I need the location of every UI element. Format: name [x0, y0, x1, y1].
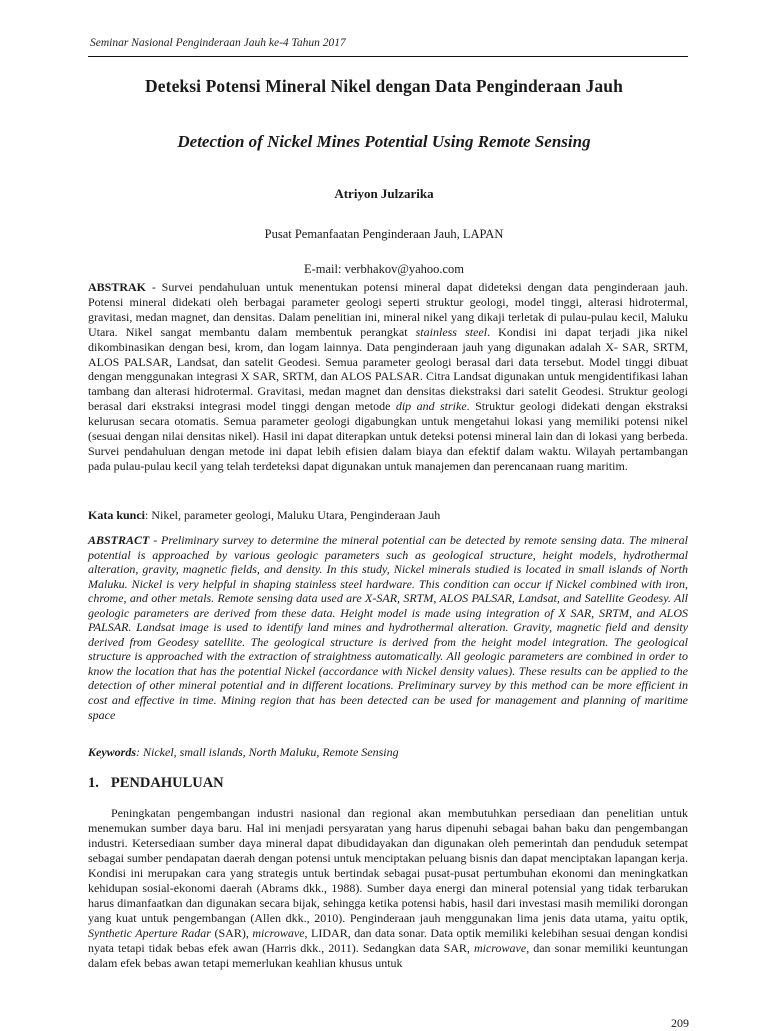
body-term-sar: Synthetic Aperture Radar	[88, 925, 211, 940]
author-name: Atriyon Julzarika	[334, 186, 434, 201]
header-rule	[88, 56, 688, 57]
abstrak-paragraph	[88, 280, 688, 474]
abstrak-label: ABSTRAK	[88, 280, 147, 294]
author-affiliation: Pusat Pemanfaatan Penginderaan Jauh, LAPAN	[264, 227, 504, 241]
abstrak-text: - Survei pendahuluan untuk menentukan potensi mineral dapat dideteksi dengan data penginderaan jauh. Potensi mineral didekati oleh berbagai parameter geologi seperti struktur geologi, model tinggi, alterasi hidrotermal, gravitasi, medan magnet, dan densitas. Dalam penelitian ini, mineral nikel yang dikaji terletak di pulau-pulau kecil, Maluku Utara. Nikel sangat membantu dalam membentuk perangkat	[88, 280, 688, 339]
section-number: 1.	[88, 775, 99, 791]
body-text-3: , LIDAR, dan data sonar. Data optik memiliki kelebihan sesuai dengan kondisi nyata tetapi tidak bebas efek awan (Harris dkk., 2011). Sedangkan data SAR,	[88, 925, 688, 955]
title-indonesian: Deteksi Potensi Mineral Nikel dengan Data Penginderaan Jauh	[145, 76, 623, 96]
abstrak-text-3: . Struktur geologi didekati dengan ekstraksi kelurusan secara otomatis. Semua parameter geologi digabungkan untuk mengetahui lokasi yang memiliki potensi nikel (sesuai dengan nilai densitas nikel). Hasil ini dapat diterapkan untuk deteksi potensi mineral lain dan di lokasi yang berbeda. Survei pendahuluan dengan metode ini dapat lebih efisien dalam biaya dan efektif dalam waktu. Wilayah pertambangan pada pulau-pulau kecil yang telah terdeteksi dapat digunakan untuk manajemen dan perencanaan ruang maritim.	[88, 399, 688, 473]
body-text-1: Peningkatan pengembangan industri nasional dan regional akan membutuhkan persediaan dan penelitian untuk menemukan sumber daya baru. Hal ini menjadi persyaratan yang harus dipenuhi sebagai bahan baku dan pengembangan industri. Ketersediaan sumber daya mineral dapat dibudidayakan dan digunakan oleh pemerintah dan penduduk setempat sebagai sumber pendapatan daerah dengan potensi untuk menciptakan peluang bisnis dan dapat menciptakan lapangan kerja. Kondisi ini merupakan cara yang strategis untuk bertindak sebagai pusat-pusat pertumbuhan ekonomi dan meningkatkan kehidupan sosial-ekonomi daerah (Abrams dkk., 1988). Sumber daya energi dan mineral potensial yang tidak terbarukan harus dimanfaatkan dan digunakan secara bijak, sehingga ketika potensi habis, hasil dari investasi masih memiliki dorongan yang kuat untuk pengembangan (Allen dkk., 2010). Penginderaan jauh menggunakan lima jenis data utama, yaitu optik,	[88, 806, 688, 925]
section-heading	[88, 775, 224, 792]
keywords-paragraph	[88, 745, 688, 760]
keywords-text: : Nickel, small islands, North Maluku, Remote Sensing	[136, 745, 399, 759]
abstrak-term-dip-strike: dip and strike	[395, 399, 467, 414]
abstrak-term-stainless: stainless steel	[415, 324, 488, 339]
title-english: Detection of Nickel Mines Potential Using Remote Sensing	[177, 132, 591, 151]
body-text-4: , dan sonar memiliki keuntungan dalam efek bebas awan tetapi memerlukan keahlian khusus untuk	[88, 940, 688, 970]
kata-kunci-paragraph	[88, 508, 688, 523]
section-body-paragraph	[88, 806, 688, 970]
body-term-microwave: microwave	[252, 925, 305, 940]
abstract-text: - Preliminary survey to determine the mineral potential can be detected by remote sensing data. The mineral potential is approached by various geologic parameters such as geological structure, height models, hydrothermal alteration, gravity, magnetic fields, and density. In this study, Nickel minerals studied is located in small islands of North Maluku. Nickel is very helpful in shaping stainless steel hardware. This condition can occur if Nickel combined with iron, chrome, and other metals. Remote sensing data used are X-SAR, SRTM, ALOS PALSAR, Landsat, and Satellite Geodesy. All geologic parameters are derived from these data. Height model is made using integration of X SAR, SRTM, and ALOS PALSAR. Landsat image is used to identify land mines and hydrothermal alteration. Gravity, magnetic field and density derived from Geodesy satellite. The geological structure is derived from the height model integration. The geological structure is approached with the extraction of straightness automatically. All geologic parameters are combined in order to know the location that has the potential Nickel (accordance with Nickel density values). These results can be applied to the detection of other mineral potential and in different locations. Preliminary survey by this method can be more efficient in cost and effective in time. Mining region that has been detected can be used for management and planning of maritime space	[88, 533, 688, 722]
abstract-label: ABSTRACT	[88, 533, 150, 547]
body-text-2: (SAR),	[210, 925, 253, 940]
kata-kunci-label: Kata kunci	[88, 508, 146, 522]
abstract-paragraph	[88, 533, 688, 722]
section-title: PENDAHULUAN	[110, 775, 224, 791]
page-number: 209	[671, 1016, 689, 1030]
keywords-label: Keywords	[88, 745, 136, 759]
kata-kunci-text: : Nikel, parameter geologi, Maluku Utara, Penginderaan Jauh	[145, 508, 441, 522]
running-header: Seminar Nasional Penginderaan Jauh ke-4 Tahun 2017	[90, 37, 346, 49]
abstrak-text-2: . Kondisi ini dapat terjadi jika nikel dikombinasikan dengan besi, krom, dan logam lainnya. Data penginderaan jauh yang digunakan adalah X- SAR, SRTM, ALOS PALSAR, Landsat, dan satelit Geodesi. Semua parameter geologi berasal dari data tersebut. Model tinggi dibuat dengan menggunakan integrasi X SAR, SRTM, dan ALOS PALSAR. Citra Landsat digunakan untuk mengidentifikasi lahan tambang dan alterasi hidrotermal. Gravitasi, medan magnet dan densitas diekstraksi dari satelit Geodesi. Struktur geologi berasal dari ekstraksi integrasi model tinggi dengan metode	[88, 324, 689, 414]
author-email: E-mail: verbhakov@yahoo.com	[303, 262, 465, 276]
body-term-microwave-2: microwave	[473, 940, 527, 955]
